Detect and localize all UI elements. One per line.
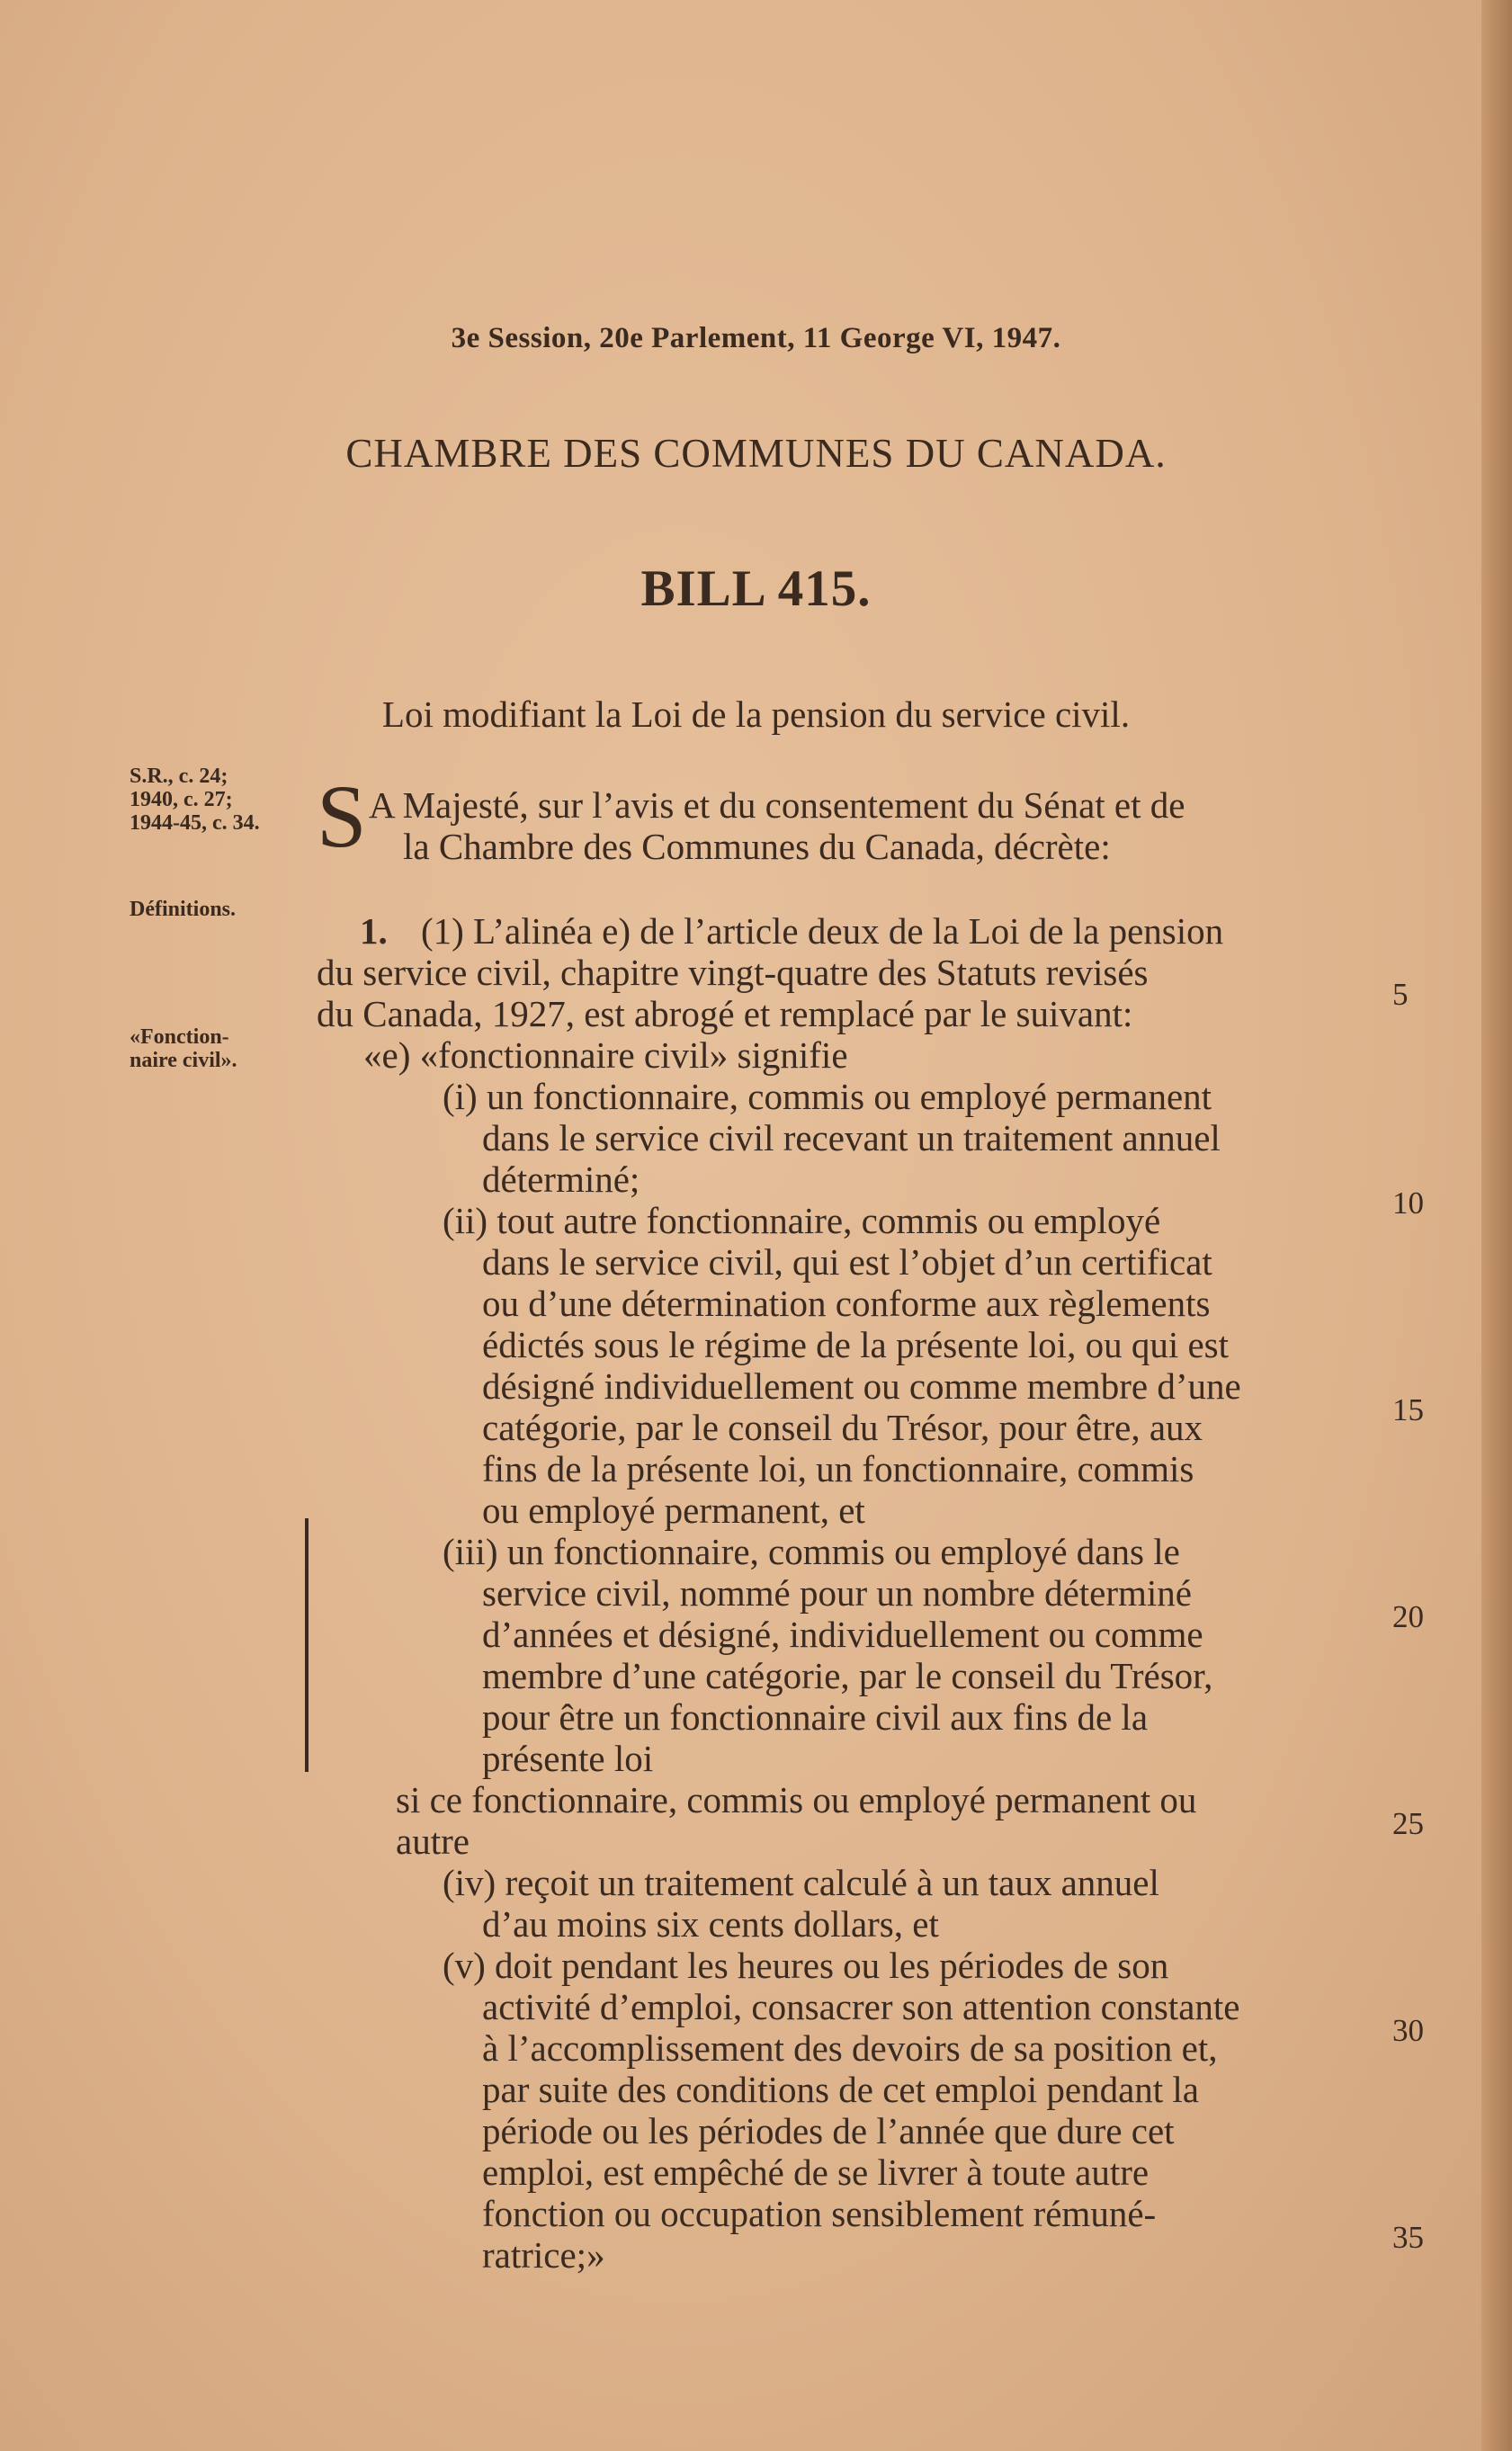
text-line: membre d’une catégorie, par le conseil du Trésor, (482, 1655, 1213, 1696)
margin-fonctionnaire (130, 1025, 309, 1072)
margin-definitions: Définitions. (130, 898, 237, 921)
section-number-text: 1. (360, 910, 388, 952)
text-line: (ii) tout autre fonctionnaire, commis ou employé (443, 1200, 1161, 1241)
text-line: (iii) un fonctionnaire, commis ou employé dans le (443, 1531, 1180, 1572)
text-line: activité d’emploi, consacrer son attention constante (482, 1986, 1240, 2027)
text-line: du Canada, 1927, est abrogé et remplacé par le suivant: (317, 993, 1133, 1034)
text-line: déterminé; (482, 1158, 640, 1200)
text-line: dans le service civil recevant un traitement annuel (482, 1117, 1221, 1158)
text-line: dans le service civil, qui est l’objet d’un certificat (482, 1241, 1212, 1283)
line-number: 5 (1392, 977, 1409, 1012)
page-edge (1481, 0, 1512, 2451)
text-line: pour être un fonctionnaire civil aux fins de la (482, 1696, 1149, 1738)
margin-citation-line: S.R., c. 24; (130, 765, 228, 788)
text-line: (iv) reçoit un traitement calculé à un taux annuel (443, 1862, 1159, 1903)
line-number: 25 (1392, 1806, 1424, 1841)
preamble-line: la Chambre des Communes du Canada, décrète: (403, 826, 1111, 867)
line-number: 10 (1392, 1185, 1424, 1221)
text-line: ou d’une détermination conforme aux règlements (482, 1283, 1211, 1324)
text-line: d’au moins six cents dollars, et (482, 1903, 939, 1945)
text-line: ou employé permanent, et (482, 1489, 865, 1531)
preamble-line: A Majesté, sur l’avis et du consentement du Sénat et de (369, 784, 1185, 826)
margin-citation (130, 765, 309, 835)
section-number (360, 910, 388, 952)
text-line: autre (396, 1820, 470, 1862)
line-number: 30 (1392, 2013, 1424, 2048)
text-line: si ce fonctionnaire, commis ou employé permanent ou (396, 1779, 1197, 1820)
text-line: fins de la présente loi, un fonctionnaire, commis (482, 1448, 1194, 1489)
text-line: (i) un fonctionnaire, commis ou employé permanent (443, 1076, 1212, 1117)
text-line: emploi, est empêché de se livrer à toute autre (482, 2151, 1150, 2193)
drop-cap: S (317, 766, 367, 866)
bill-number: BILL 415. (640, 560, 872, 617)
margin-fonctionnaire-line: naire civil». (130, 1049, 237, 1072)
text-line: ratrice;» (482, 2234, 605, 2276)
line-number: 35 (1392, 2220, 1424, 2255)
text-line: présente loi (482, 1738, 654, 1779)
amendment-bar (305, 1518, 309, 1772)
text-line: (1) L’alinéa e) de l’article deux de la Loi de la pension (421, 910, 1224, 952)
text-line: à l’accomplissement des devoirs de sa position et, (482, 2027, 1218, 2069)
margin-citation-line: 1940, c. 27; (130, 788, 233, 811)
line-number: 15 (1392, 1392, 1424, 1427)
text-line: «e) «fonctionnaire civil» signifie (363, 1034, 848, 1076)
house-heading: CHAMBRE DES COMMUNES DU CANADA. (345, 431, 1167, 476)
text-line: du service civil, chapitre vingt-quatre des Statuts revisés (317, 952, 1149, 993)
bill-title: Loi modifiant la Loi de la pension du service civil. (381, 693, 1131, 735)
text-line: service civil, nommé pour un nombre déterminé (482, 1572, 1193, 1614)
text-line: fonction ou occupation sensiblement rémuné- (482, 2193, 1157, 2234)
text-line: désigné individuellement ou comme membre d’une (482, 1365, 1241, 1407)
text-line: (v) doit pendant les heures ou les périodes de son (443, 1945, 1169, 1986)
margin-fonctionnaire-line: «Fonction- (130, 1025, 229, 1049)
session-heading: 3e Session, 20e Parlement, 11 George VI, 1947. (451, 322, 1061, 354)
line-number: 20 (1392, 1599, 1424, 1634)
margin-citation-line: 1944-45, c. 34. (130, 811, 260, 835)
text-line: par suite des conditions de cet emploi pendant la (482, 2069, 1199, 2110)
text-line: édictés sous le régime de la présente loi, ou qui est (482, 1324, 1230, 1365)
text-line: période ou les périodes de l’année que dure cet (482, 2110, 1175, 2151)
text-line: catégorie, par le conseil du Trésor, pour être, aux (482, 1407, 1203, 1448)
text-line: d’années et désigné, individuellement ou comme (482, 1614, 1203, 1655)
